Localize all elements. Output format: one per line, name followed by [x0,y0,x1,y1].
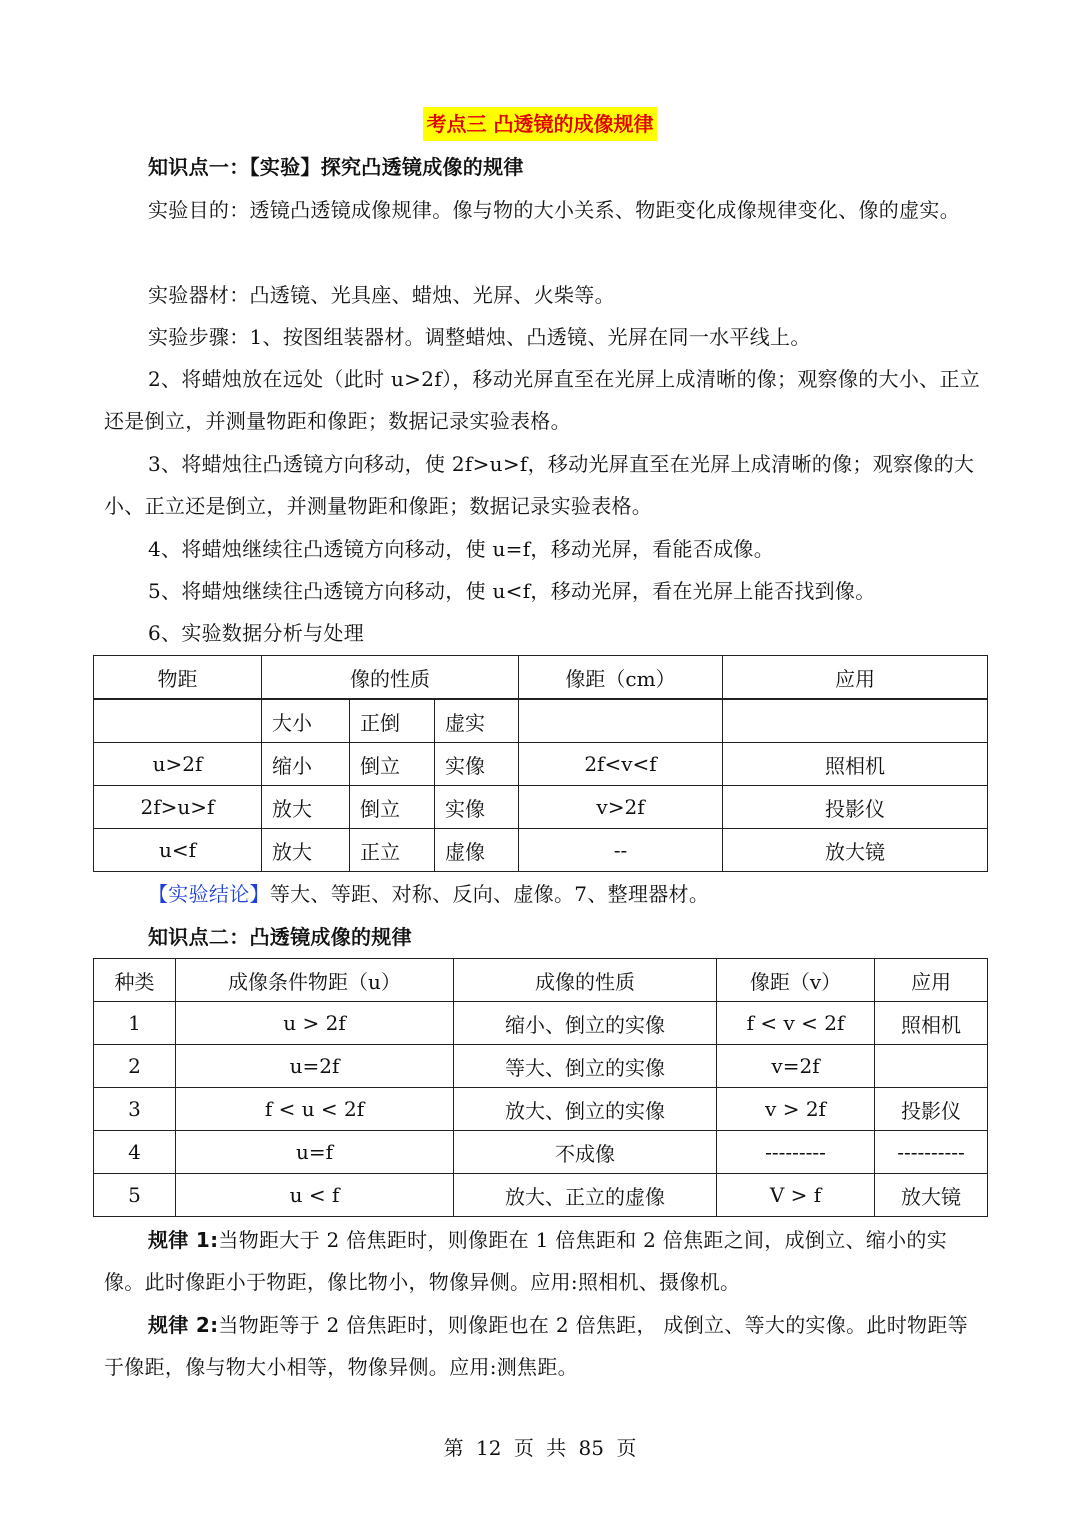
table-cell: u=f [176,1131,454,1174]
table-header-cell: 应用 [723,656,988,700]
table-cell [723,699,988,743]
table-cell: 正立 [350,829,435,872]
table-header-cell: 像距（cm） [519,656,723,700]
rule-2 [104,1304,984,1388]
table-cell: f < u < 2f [176,1088,454,1131]
conclusion-text: 等大、等距、对称、反向、虚像。7、整理器材。 [269,882,710,906]
table-cell: 放大镜 [723,829,988,872]
table-cell: v > 2f [717,1088,875,1131]
table-cell: 照相机 [875,1002,988,1045]
table-cell: 缩小 [262,743,350,786]
table-cell: -- [519,829,723,872]
table-row [94,1174,988,1217]
table-cell: v=2f [717,1045,875,1088]
table-cell: --------- [717,1131,875,1174]
table-cell: 3 [94,1088,176,1131]
table-cell [875,1045,988,1088]
table-subheader-row [94,699,988,743]
table-header-cell: 种类 [94,959,176,1002]
experiment-table [93,655,988,872]
rule-1-label: 规律 1: [148,1228,219,1252]
table-cell: 实像 [435,786,519,829]
experiment-conclusion [104,873,984,915]
table-cell: 放大、倒立的实像 [454,1088,717,1131]
table-cell: 缩小、倒立的实像 [454,1002,717,1045]
table-header-row [94,656,988,700]
experiment-step-5: 5、将蜡烛继续往凸透镜方向移动，使 u<f，移动光屏，看在光屏上能否找到像。 [148,579,876,603]
table-row [94,1131,988,1174]
table-cell: 2f>u>f [94,786,262,829]
table-cell: 2 [94,1045,176,1088]
table-header-cell: 成像的性质 [454,959,717,1002]
experiment-step-1: 实验步骤：1、按图组装器材。调整蜡烛、凸透镜、光屏在同一水平线上。 [148,325,811,349]
table-cell: 2f<v<f [519,743,723,786]
table-header-cell: 应用 [875,959,988,1002]
table-cell: 正倒 [350,699,435,743]
conclusion-label: 【实验结论】 [148,882,270,906]
experiment-step-3: 3、将蜡烛往凸透镜方向移动，使 2f>u>f，移动光屏直至在光屏上成清晰的像；观察像的大小、正立还是倒立，并测量物距和像距；数据记录实验表格。 [104,452,975,518]
page-footer: 第 12 页 共 85 页 [443,1436,637,1460]
table-cell: u=2f [176,1045,454,1088]
experiment-step-2: 2、将蜡烛放在远处（此时 u>2f），移动光屏直至在光屏上成清晰的像；观察像的大小、正立还是倒立，并测量物距和像距；数据记录实验表格。 [104,367,981,433]
table-cell: 放大、正立的虚像 [454,1174,717,1217]
table-cell: 1 [94,1002,176,1045]
table-cell: f < v < 2f [717,1002,875,1045]
table-cell: 倒立 [350,786,435,829]
experiment-purpose: 实验目的：透镜凸透镜成像规律。像与物的大小关系、物距变化成像规律变化、像的虚实。 [148,198,960,222]
table-row [94,1045,988,1088]
table-row [94,1088,988,1131]
table-cell: 投影仪 [875,1088,988,1131]
table-header-cell: 像距（v） [717,959,875,1002]
table-header-cell: 物距 [94,656,262,700]
rule-2-label: 规律 2: [148,1313,219,1337]
table-cell: u < f [176,1174,454,1217]
table-cell: 4 [94,1131,176,1174]
table-row [94,829,988,872]
table-cell: 虚像 [435,829,519,872]
table-cell: 放大 [262,786,350,829]
table-cell [94,699,262,743]
experiment-step-4: 4、将蜡烛继续往凸透镜方向移动，使 u=f，移动光屏，看能否成像。 [148,537,775,561]
table-cell: 倒立 [350,743,435,786]
table-cell: v>2f [519,786,723,829]
table-cell: 放大 [262,829,350,872]
table-cell [519,699,723,743]
rules-table [93,958,988,1217]
table-cell: 实像 [435,743,519,786]
table-header-cell: 成像条件物距（u） [176,959,454,1002]
table-cell: 投影仪 [723,786,988,829]
rule-1 [104,1219,984,1303]
experiment-equipment: 实验器材：凸透镜、光具座、蜡烛、光屏、火柴等。 [148,283,615,307]
table-row [94,743,988,786]
rule-2-text: 当物距等于 2 倍焦距时，则像距也在 2 倍焦距， 成倒立、等大的实像。此时物距等于像距，像与物大小相等，物像异侧。应用:测焦距。 [104,1313,968,1379]
table-cell: 大小 [262,699,350,743]
table-row [94,786,988,829]
rule-1-text: 当物距大于 2 倍焦距时，则像距在 1 倍焦距和 2 倍焦距之间，成倒立、缩小的实像。此时像距小于物距，像比物小，物像异侧。应用:照相机、摄像机。 [104,1228,948,1294]
table-cell: 放大镜 [875,1174,988,1217]
page-title: 考点三 凸透镜的成像规律 [423,107,658,141]
experiment-step-6: 6、实验数据分析与处理 [148,621,365,645]
table-cell: u > 2f [176,1002,454,1045]
table-header-cell: 像的性质 [262,656,519,700]
table-cell: u<f [94,829,262,872]
table-cell: 5 [94,1174,176,1217]
table-cell: ---------- [875,1131,988,1174]
table-cell: 照相机 [723,743,988,786]
section1-heading: 知识点一：【实验】探究凸透镜成像的规律 [148,155,524,179]
table-cell: 等大、倒立的实像 [454,1045,717,1088]
table-cell: 虚实 [435,699,519,743]
table-cell: V > f [717,1174,875,1217]
table-cell: 不成像 [454,1131,717,1174]
table-cell: u>2f [94,743,262,786]
section2-heading: 知识点二：凸透镜成像的规律 [148,925,412,949]
table-row [94,1002,988,1045]
table-header-row [94,959,988,1002]
title-wrap [0,107,1080,141]
